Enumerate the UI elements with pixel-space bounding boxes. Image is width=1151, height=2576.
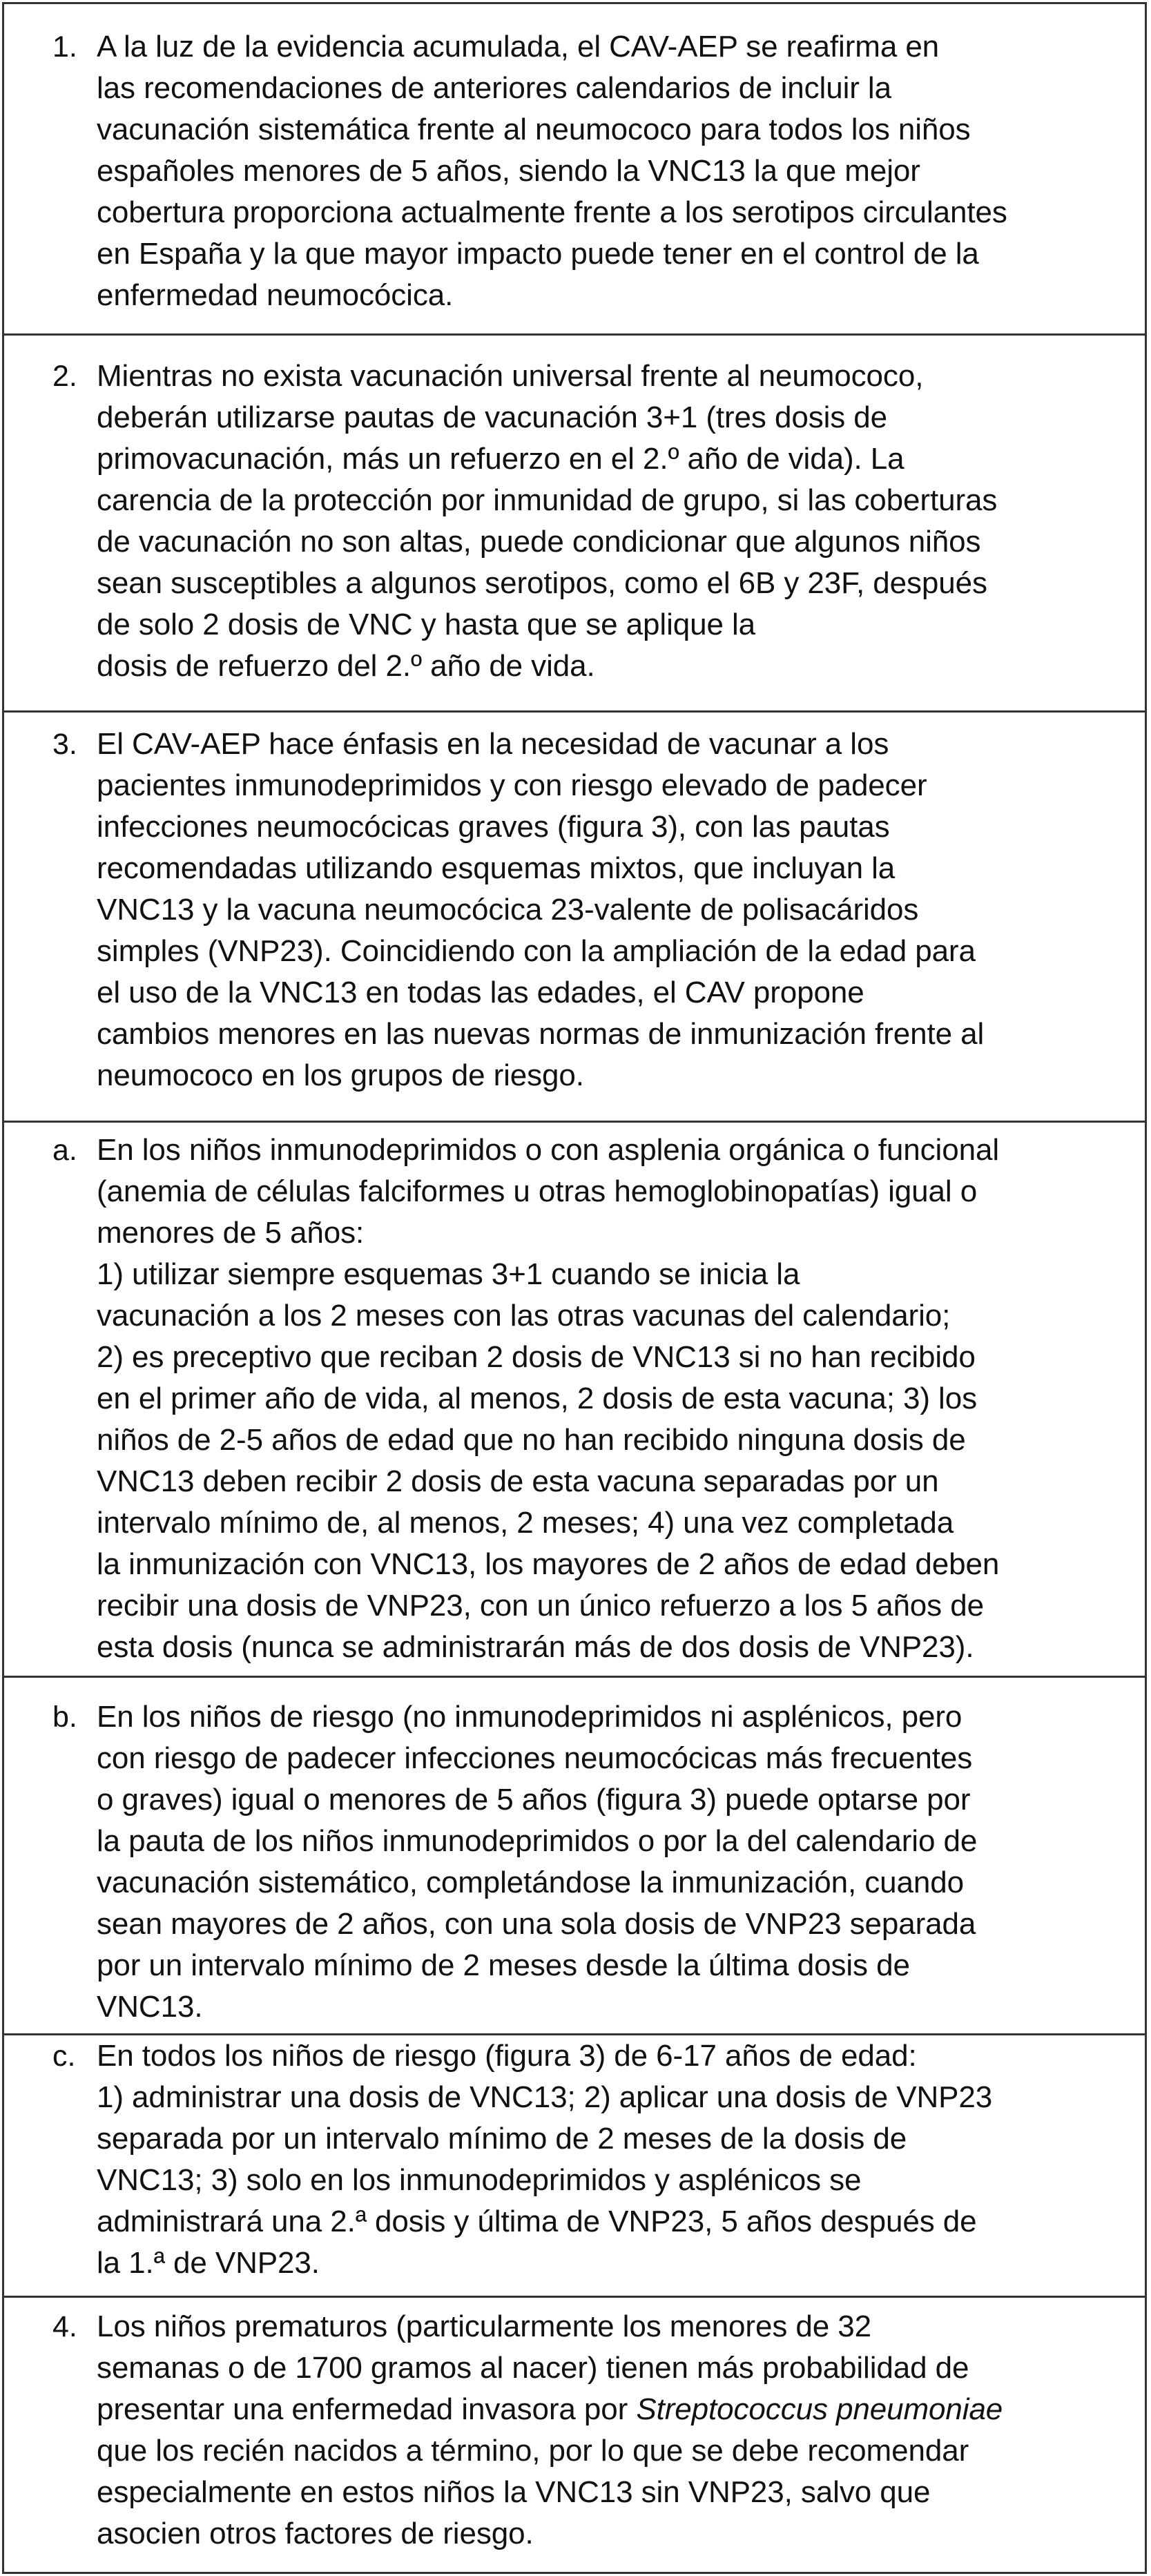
text-line: la 1.ª de VNP23. xyxy=(97,2246,320,2280)
table-row xyxy=(2,333,1147,713)
text-line: 2) es preceptivo que reciban 2 dosis de VNC13 si no han recibido xyxy=(97,1340,976,1374)
text-line: recibir una dosis de VNP23, con un único refuerzo a los 5 años de xyxy=(97,1589,984,1623)
item-text xyxy=(97,1696,1132,2028)
text-line: en España y la que mayor impacto puede tener en el control de la xyxy=(97,237,979,271)
text-line: españoles menores de 5 años, siendo la VNC13 la que mejor xyxy=(97,154,920,188)
text-line: carencia de la protección por inmunidad de grupo, si las coberturas xyxy=(97,483,998,517)
text-line: por un intervalo mínimo de 2 meses desde la última dosis de xyxy=(97,1948,910,1982)
text-line: con riesgo de padecer infecciones neumocócicas más frecuentes xyxy=(97,1741,973,1775)
text-line: primovacunación, más un refuerzo en el 2.º año de vida). La xyxy=(97,442,905,476)
text-line: semanas o de 1700 gramos al nacer) tienen más probabilidad de xyxy=(97,2351,969,2385)
item-marker: 4. xyxy=(52,2310,77,2343)
text-line-start: presentar una enfermedad invasora por xyxy=(97,2392,637,2426)
item-marker: c. xyxy=(52,2040,76,2073)
table-row xyxy=(2,1121,1147,1678)
text-line: dosis de refuerzo del 2.º año de vida. xyxy=(97,649,595,683)
text-line: 1) utilizar siempre esquemas 3+1 cuando se inicia la xyxy=(97,1257,800,1291)
text-line: enfermedad neumocócica. xyxy=(97,278,454,312)
text-line: cobertura proporciona actualmente frente a los serotipos circulantes xyxy=(97,195,1007,229)
text-line: (anemia de células falciformes u otras hemoglobinopatías) igual o xyxy=(97,1174,978,1208)
text-line: 1) administrar una dosis de VNC13; 2) aplicar una dosis de VNP23 xyxy=(97,2080,993,2114)
item-text xyxy=(97,26,1132,316)
text-line: de vacunación no son altas, puede condicionar que algunos niños xyxy=(97,525,981,559)
text-line: Mientras no exista vacunación universal frente al neumococo, xyxy=(97,359,924,393)
item-marker: 3. xyxy=(52,728,77,761)
text-line: neumococo en los grupos de riesgo. xyxy=(97,1058,584,1092)
text-line: administrará una 2.ª dosis y última de VNP23, 5 años después de xyxy=(97,2205,977,2238)
item-marker: 1. xyxy=(52,30,77,64)
item-marker: b. xyxy=(52,1701,77,1734)
text-line: deberán utilizarse pautas de vacunación 3+1 (tres dosis de xyxy=(97,400,888,434)
text-line: las recomendaciones de anteriores calendarios de incluir la xyxy=(97,71,891,105)
text-line: que los recién nacidos a término, por lo que se debe recomendar xyxy=(97,2434,969,2468)
text-line xyxy=(97,2389,1132,2430)
text-line: VNC13 y la vacuna neumocócica 23-valente de polisacáridos xyxy=(97,893,919,927)
text-line: En los niños inmunodeprimidos o con asplenia orgánica o funcional xyxy=(97,1133,999,1167)
text-line: VNC13. xyxy=(97,1990,203,2024)
table-row xyxy=(2,1676,1147,2035)
text-line: El CAV-AEP hace énfasis en la necesidad de vacunar a los xyxy=(97,727,889,761)
text-line: simples (VNP23). Coincidiendo con la ampliación de la edad para xyxy=(97,934,976,968)
text-line: o graves) igual o menores de 5 años (figura 3) puede optarse por xyxy=(97,1783,971,1817)
item-marker: 2. xyxy=(52,360,77,393)
item-text xyxy=(97,1130,1132,1668)
text-line: En todos los niños de riesgo (figura 3) de 6-17 años de edad: xyxy=(97,2039,917,2073)
text-line: separada por un intervalo mínimo de 2 meses de la dosis de xyxy=(97,2122,907,2156)
text-line: recomendadas utilizando esquemas mixtos, que incluyan la xyxy=(97,851,896,885)
text-line: vacunación a los 2 meses con las otras vacunas del calendario; xyxy=(97,1299,951,1333)
item-marker: a. xyxy=(52,1134,77,1167)
text-line: A la luz de la evidencia acumulada, el CAV-AEP se reafirma en xyxy=(97,30,940,64)
text-line: Los niños prematuros (particularmente los menores de 32 xyxy=(97,2309,871,2343)
table-row xyxy=(2,2296,1147,2574)
text-line: vacunación sistemático, completándose la inmunización, cuando xyxy=(97,1866,964,1899)
item-text xyxy=(97,2035,1132,2284)
text-line: infecciones neumocócicas graves (figura 3), con las pautas xyxy=(97,810,890,844)
table-row xyxy=(2,2,1147,336)
text-line: En los niños de riesgo (no inmunodeprimidos ni asplénicos, pero xyxy=(97,1700,963,1734)
text-line: la pauta de los niños inmunodeprimidos o por la del calendario de xyxy=(97,1824,978,1858)
text-line: menores de 5 años: xyxy=(97,1216,365,1250)
text-line: la inmunización con VNC13, los mayores de 2 años de edad deben xyxy=(97,1547,1000,1581)
table-row xyxy=(2,2033,1147,2298)
text-line: vacunación sistemática frente al neumococo para todos los niños xyxy=(97,113,971,146)
table-row xyxy=(2,710,1147,1123)
text-line: VNC13 deben recibir 2 dosis de esta vacuna separadas por un xyxy=(97,1464,939,1498)
text-line: en el primer año de vida, al menos, 2 dosis de esta vacuna; 3) los xyxy=(97,1382,978,1415)
text-line: de solo 2 dosis de VNC y hasta que se aplique la xyxy=(97,608,756,641)
text-line: el uso de la VNC13 en todas las edades, el CAV propone xyxy=(97,976,864,1009)
item-text xyxy=(97,356,1132,687)
text-line: VNC13; 3) solo en los inmunodeprimidos y asplénicos se xyxy=(97,2163,862,2197)
italic-organism-name: Streptococcus pneumoniae xyxy=(636,2392,1003,2426)
item-text xyxy=(97,2306,1132,2555)
text-line: sean mayores de 2 años, con una sola dosis de VNP23 separada xyxy=(97,1907,976,1941)
text-line: cambios menores en las nuevas normas de inmunización frente al xyxy=(97,1017,985,1051)
text-line: sean susceptibles a algunos serotipos, como el 6B y 23F, después xyxy=(97,566,987,600)
text-line: pacientes inmunodeprimidos y con riesgo elevado de padecer xyxy=(97,768,927,802)
item-text xyxy=(97,724,1132,1096)
text-line: asocien otros factores de riesgo. xyxy=(97,2517,534,2550)
text-line: esta dosis (nunca se administrarán más de dos dosis de VNP23). xyxy=(97,1630,974,1664)
text-line: niños de 2-5 años de edad que no han recibido ninguna dosis de xyxy=(97,1423,966,1457)
text-line: especialmente en estos niños la VNC13 sin VNP23, salvo que xyxy=(97,2475,931,2509)
text-line: intervalo mínimo de, al menos, 2 meses; 4) una vez completada xyxy=(97,1506,954,1540)
